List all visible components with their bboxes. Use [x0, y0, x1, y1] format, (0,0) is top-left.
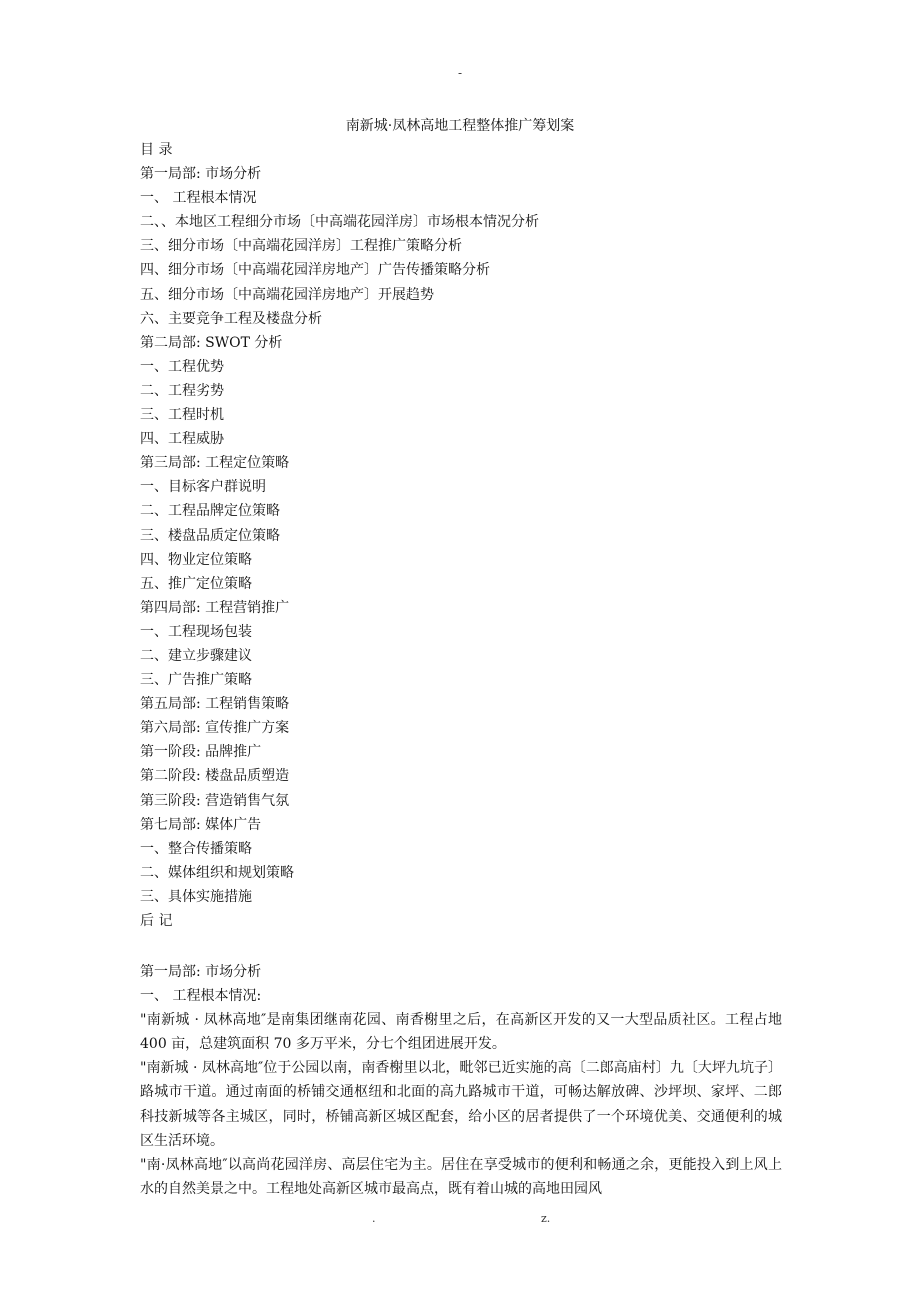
toc-item: 第二阶段: 楼盘品质塑造 [140, 768, 290, 785]
toc-item: 一、 工程根本情况 [140, 190, 257, 207]
toc-part-2: 第二局部: SWOT 分析 [140, 334, 283, 351]
toc-item: 第三阶段: 营造销售气氛 [140, 792, 290, 809]
toc-part-5: 第五局部: 工程销售策略 [140, 696, 290, 713]
table-of-contents [140, 138, 790, 933]
toc-item: 六、主要竞争工程及楼盘分析 [140, 310, 322, 327]
toc-item: 二、媒体组织和规划策略 [140, 864, 294, 881]
toc-item: 四、物业定位策略 [140, 551, 252, 568]
paragraph: "南新城 · 凤林高地″位于公园以南，南香榭里以北，毗邻已近实施的高〔二郎高庙村〕九〔大坪九坑子〕路城市干道。通过南面的桥铺交通枢纽和北面的高九路城市干道，可畅达解放碑、沙坪坝、家坪、二郎科技新城等各主城区，同时，桥铺高新区城区配套，给小区的居者提供了一个环境优美、交通便利的城区生活环境。 [140, 1060, 782, 1149]
toc-part-3: 第三局部: 工程定位策略 [140, 455, 290, 472]
toc-item: 三、工程时机 [140, 407, 224, 424]
paragraph: "南新城 · 凤林高地″是南集团继南花园、南香榭里之后，在高新区开发的又一大型品质社区。工程占地 400 亩，总建筑面积 70 多万平米，分七个组团进展开发。 [140, 1012, 782, 1053]
toc-part-4: 第四局部: 工程营销推广 [140, 599, 290, 616]
toc-part-7: 第七局部: 媒体广告 [140, 816, 262, 833]
header-mark: - [457, 66, 463, 80]
body-section [140, 960, 782, 1201]
toc-item: 二、建立步骤建议 [140, 647, 252, 664]
document-title: 南新城·凤林高地工程整体推广筹划案 [345, 118, 575, 134]
toc-item: 四、细分市场〔中高端花园洋房地产〕广告传播策略分析 [140, 262, 490, 279]
toc-item: 三、细分市场〔中高端花园洋房〕工程推广策略分析 [140, 238, 462, 255]
subsection-heading: 一、 工程根本情况: [140, 988, 262, 1005]
toc-heading: 目 录 [140, 142, 173, 158]
toc-item: 二、、本地区工程细分市场〔中高端花园洋房〕市场根本情况分析 [140, 214, 539, 231]
toc-item: 五、细分市场〔中高端花园洋房地产〕开展趋势 [140, 286, 434, 303]
toc-item: 三、广告推广策略 [140, 672, 252, 689]
toc-item: 一、整合传播策略 [140, 840, 252, 857]
footer-right-mark: z. [541, 1212, 551, 1225]
toc-item: 二、工程品牌定位策略 [140, 503, 280, 520]
toc-item: 一、工程现场包装 [140, 623, 252, 640]
toc-afterword: 后 记 [140, 913, 173, 929]
paragraph: "南·凤林高地″以高尚花园洋房、高层住宅为主。居住在享受城市的便利和畅通之余，更能投入到上风上水的自然美景之中。工程地处高新区城市最高点，既有着山城的高地田园风 [140, 1156, 782, 1197]
toc-item: 第一阶段: 品牌推广 [140, 744, 262, 761]
toc-item: 三、具体实施措施 [140, 888, 252, 905]
section-heading: 第一局部: 市场分析 [140, 964, 262, 980]
toc-item: 一、工程优势 [140, 358, 224, 375]
toc-item: 四、工程威胁 [140, 431, 224, 448]
footer-left-mark: . [372, 1212, 376, 1225]
toc-item: 三、楼盘品质定位策略 [140, 527, 280, 544]
toc-part-6: 第六局部: 宣传推广方案 [140, 720, 290, 737]
toc-item: 一、目标客户群说明 [140, 479, 266, 496]
toc-item: 五、推广定位策略 [140, 575, 252, 592]
toc-part-1: 第一局部: 市场分析 [140, 166, 262, 183]
toc-item: 二、工程劣势 [140, 382, 224, 399]
